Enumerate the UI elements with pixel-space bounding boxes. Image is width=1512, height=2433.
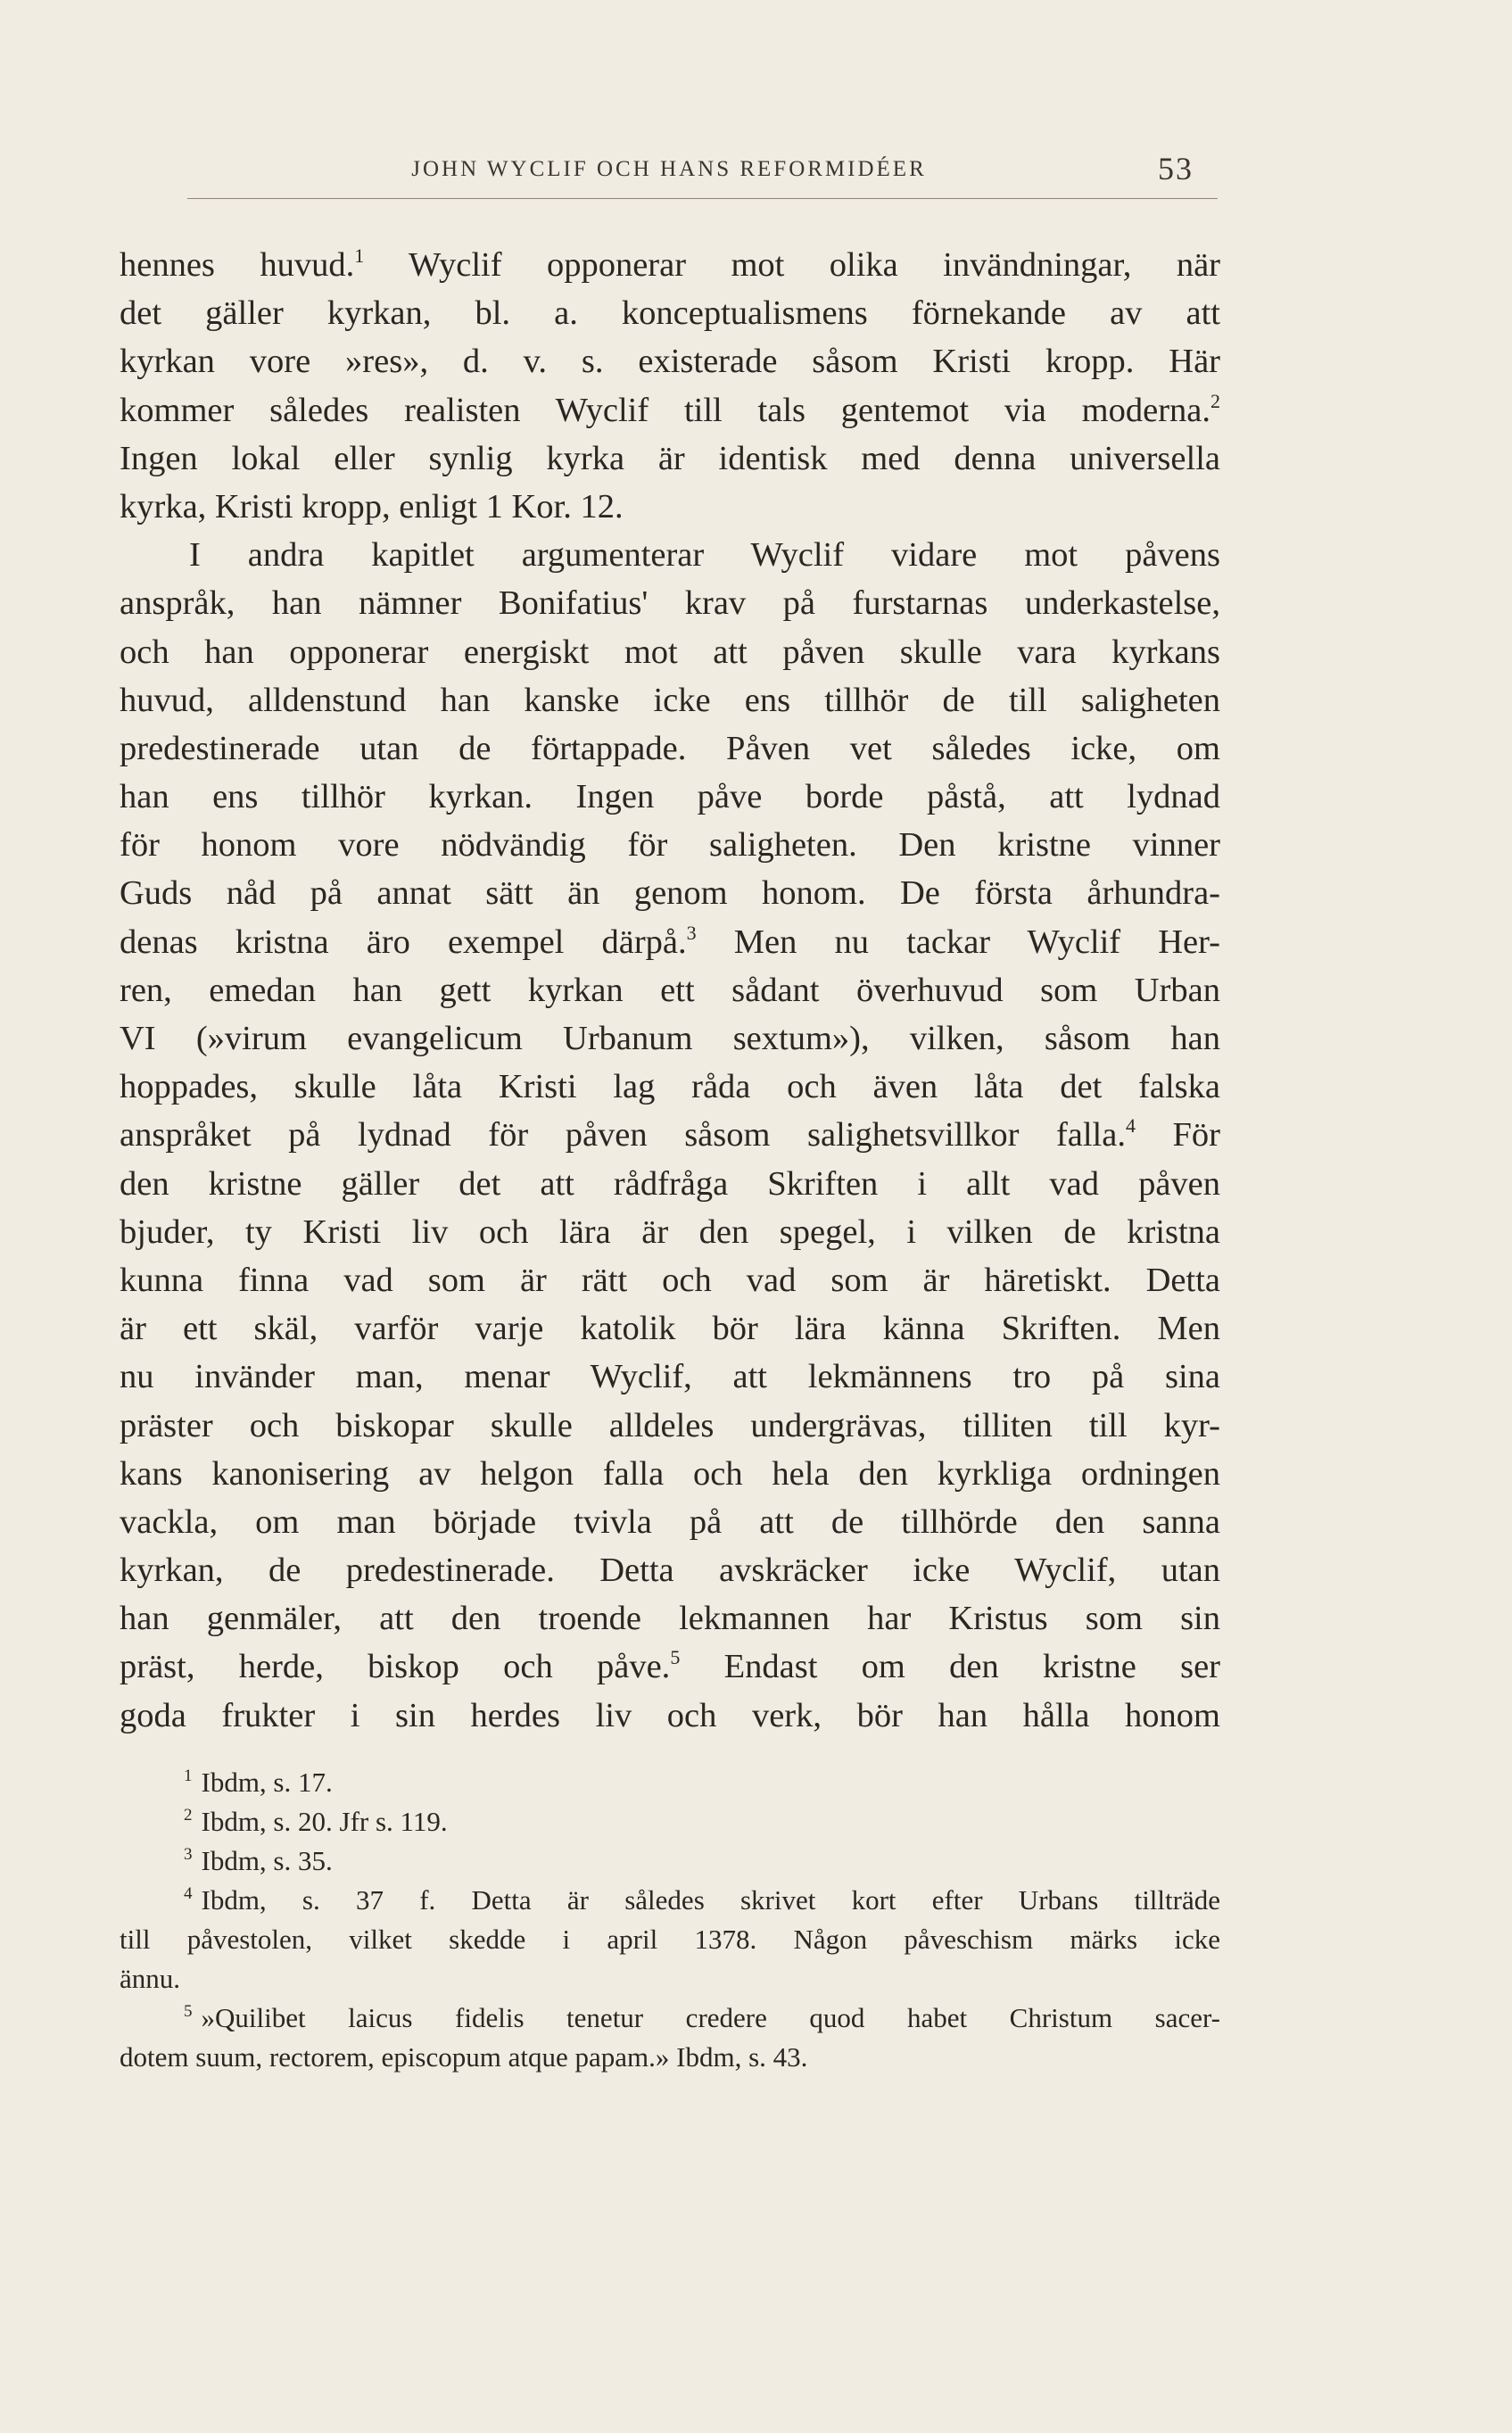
text-line: kyrkan, de predestinerade. Detta avskräcker icke Wyclif, utan — [120, 1552, 1220, 1590]
text-line: Guds nåd på annat sätt än genom honom. De första århundra- — [120, 874, 1220, 913]
text-line: Ingen lokal eller synlig kyrka är identisk med denna universella — [120, 439, 1220, 477]
text-line: han ens tillhör kyrkan. Ingen påve borde påstå, att lydnad — [120, 778, 1220, 816]
text-line: VI (»virum evangelicum Urbanum sextum»), vilken, såsom han — [120, 1020, 1220, 1057]
footnote-5-cont: dotem suum, rectorem, episcopum atque papam.» Ibdm, s. 43. — [120, 2041, 808, 2073]
footnote-4-cont: till påvestolen, vilket skedde i april 1378. Någon påveschism märks icke — [120, 1924, 1220, 1955]
footnote-2: $^2$ Ibdm, s. 20. Jfr s. 119. — [184, 1806, 448, 1837]
text-line: predestinerade utan de förtappade. Påven vet således icke, om — [120, 729, 1220, 767]
footnote-1: $^1$ Ibdm, s. 17. — [184, 1767, 333, 1798]
footnote-ref: 2 — [1210, 389, 1220, 412]
footnote-ref: 3 — [686, 921, 697, 944]
footnote-3: $^3$ Ibdm, s. 35. — [184, 1845, 333, 1876]
footnote-5: $^5$ »Quilibet laicus fidelis tenetur credere quod habet Christum sacer- — [184, 2002, 1220, 2033]
footnotes — [120, 1763, 1220, 2077]
text-line: ren, emedan han gett kyrkan ett sådant överhuvud som Urban — [120, 971, 1220, 1009]
text-line: är ett skäl, varför varje katolik bör lära känna Skriften. Men — [120, 1310, 1220, 1348]
text-line: goda frukter i sin herdes liv och verk, bör han hålla honom — [120, 1696, 1220, 1734]
footnote-4-cont: ännu. — [120, 1963, 181, 1994]
text-line: han genmäler, att den troende lekmannen har Kristus som sin — [120, 1600, 1220, 1638]
page-number: 53 — [1158, 151, 1194, 186]
text-line: präster och biskopar skulle alldeles undergrävas, tilliten till kyr- — [120, 1406, 1220, 1444]
footnote-ref: 4 — [1125, 1114, 1136, 1138]
text-line: präst, herde, biskop och påve.$^5$ Endast om den kristne ser — [120, 1646, 1220, 1686]
text-line: anspråket på lydnad för påven såsom salighetsvillkor falla.$^4$ För — [120, 1114, 1220, 1154]
text-line: nu invänder man, menar Wyclif, att lekmännens tro på sina — [120, 1358, 1220, 1396]
text-line: vackla, om man började tvivla på att de tillhörde den sanna — [120, 1502, 1220, 1541]
text-line: bjuder, ty Kristi liv och lära är den spegel, i vilken de kristna — [120, 1212, 1220, 1251]
text-line: anspråk, han nämner Bonifatius' krav på furstarnas underkastelse, — [120, 584, 1220, 623]
body-text — [120, 241, 1220, 1740]
footnote-mark: 5 — [184, 2002, 193, 2021]
footnote-ref: 5 — [670, 1646, 681, 1669]
text-line: kyrkan vore »res», d. v. s. existerade såsom Kristi kropp. Här — [120, 343, 1220, 381]
text-line: det gäller kyrkan, bl. a. konceptualismens förnekande av att — [120, 294, 1220, 333]
footnote-mark: 1 — [184, 1767, 193, 1785]
footnote-mark: 4 — [184, 1884, 193, 1903]
text-line: hennes huvud.$^1$ Wyclif opponerar mot olika invändningar, när — [120, 244, 1220, 284]
text-line: kyrka, Kristi kropp, enligt 1 Kor. 12. — [120, 487, 624, 525]
running-head: JOHN WYCLIF OCH HANS REFORMIDÉER — [411, 157, 927, 181]
text-line: huvud, alldenstund han kanske icke ens tillhör de till saligheten — [120, 681, 1220, 719]
footnote-mark: 2 — [184, 1806, 193, 1825]
text-line: denas kristna äro exempel därpå.$^3$ Men nu tackar Wyclif Her- — [120, 921, 1220, 961]
header-rule — [187, 198, 1218, 199]
text-line: för honom vore nödvändig för saligheten. Den kristne vinner — [120, 826, 1220, 865]
text-line: hoppades, skulle låta Kristi lag råda och även låta det falska — [120, 1068, 1220, 1106]
text-line: kans kanonisering av helgon falla och hela den kyrkliga ordningen — [120, 1454, 1220, 1493]
footnote-mark: 3 — [184, 1845, 193, 1864]
text-line: den kristne gäller det att rådfråga Skriften i allt vad påven — [120, 1164, 1220, 1203]
paragraph-start-line: I andra kapitlet argumenterar Wyclif vidare mot påvens — [189, 536, 1220, 575]
text-line: kunna finna vad som är rätt och vad som är häretiskt. Detta — [120, 1261, 1220, 1299]
text-line: och han opponerar energiskt mot att påven skulle vara kyrkans — [120, 633, 1220, 671]
text-line: kommer således realisten Wyclif till tals gentemot via moderna.$^2$ — [120, 389, 1220, 429]
footnote-4: $^4$ Ibdm, s. 37 f. Detta är således skrivet kort efter Urbans tillträde — [184, 1884, 1220, 1916]
footnote-ref: 1 — [354, 244, 365, 267]
